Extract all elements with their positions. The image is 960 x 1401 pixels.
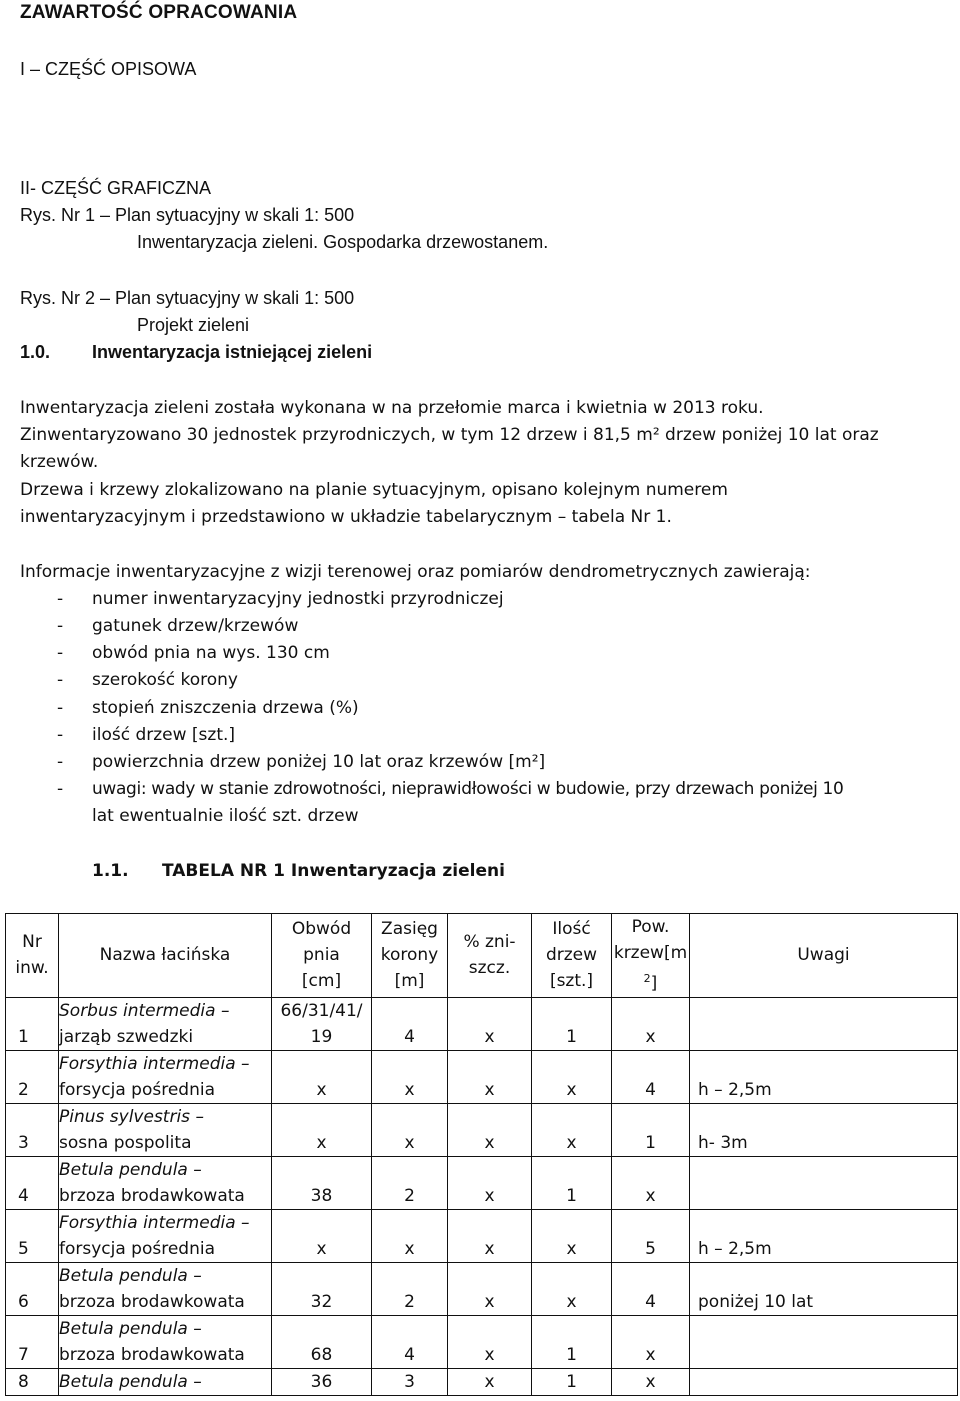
list-item-text: powierzchnia drzew poniżej 10 lat oraz krzewów [m²] xyxy=(92,752,546,772)
cell-species xyxy=(59,1315,272,1368)
cell-damage xyxy=(448,1315,532,1368)
cell-quantity xyxy=(532,1156,612,1209)
cell-area xyxy=(612,1050,690,1103)
cell-circumference xyxy=(272,1262,372,1315)
cell-text: 2 xyxy=(18,1079,29,1100)
cell-text: x xyxy=(484,1026,495,1047)
header-text: inw. xyxy=(15,958,49,979)
list-item-text: stopień zniszczenia drzewa (%) xyxy=(92,698,359,718)
drawing-1-subtitle: Inwentaryzacja zieleni. Gospodarka drzewostanem. xyxy=(137,232,549,252)
cell-text xyxy=(690,1345,698,1365)
list-item-text: numer inwentaryzacyjny jednostki przyrodniczej xyxy=(92,589,504,609)
header-name xyxy=(59,914,272,998)
header-circumference xyxy=(272,914,372,998)
cell-text: x xyxy=(484,1371,495,1392)
header-text: pnia xyxy=(303,945,340,966)
table-row xyxy=(6,1315,958,1368)
cell-text: x xyxy=(645,1026,656,1047)
species-latin: Forsythia intermedia – xyxy=(59,1212,250,1233)
cell-text: 1 xyxy=(18,1026,29,1047)
list-dash: - xyxy=(57,670,64,690)
list-item-text: lat ewentualnie ilość szt. drzew xyxy=(92,806,359,826)
header-text: szcz. xyxy=(468,958,511,979)
cell-text: 19 xyxy=(310,1026,333,1047)
header-text: % zni- xyxy=(463,932,516,953)
cell-text: x xyxy=(566,1238,577,1259)
drawing-1-title: Rys. Nr 1 – Plan sytuacyjny w skali 1: 500 xyxy=(20,205,355,225)
cell-area xyxy=(612,1315,690,1368)
cell-text: 1 xyxy=(566,1344,577,1365)
cell-circumference xyxy=(272,1050,372,1103)
cell-text: 2 xyxy=(404,1185,415,1206)
cell-text: x xyxy=(404,1132,415,1153)
cell-nr xyxy=(6,1050,59,1103)
document-title: ZAWARTOŚĆ OPRACOWANIA xyxy=(20,2,298,23)
cell-text: 2 xyxy=(404,1291,415,1312)
cell-area xyxy=(612,1262,690,1315)
species-polish: brzoza brodawkowata xyxy=(59,1344,245,1365)
cell-crown xyxy=(372,1209,448,1262)
cell-text: x xyxy=(645,1344,656,1365)
cell-circumference xyxy=(272,1368,372,1395)
cell-circumference xyxy=(272,1315,372,1368)
cell-text xyxy=(690,1186,698,1206)
cell-text: 1 xyxy=(566,1185,577,1206)
list-dash: - xyxy=(57,643,64,663)
cell-crown xyxy=(372,1156,448,1209)
cell-crown xyxy=(372,1262,448,1315)
cell-area xyxy=(612,1209,690,1262)
header-text: Obwód xyxy=(291,919,352,940)
header-text: Ilość xyxy=(552,919,591,940)
cell-text: x xyxy=(316,1132,327,1153)
species-latin: Betula pendula – xyxy=(59,1318,202,1339)
cell-nr xyxy=(6,1315,59,1368)
section-number: 1.0. xyxy=(20,342,51,362)
cell-text: h- 3m xyxy=(698,1132,748,1153)
cell-quantity xyxy=(532,1103,612,1156)
table-number: 1.1. xyxy=(92,861,129,881)
species-latin: Betula pendula – xyxy=(59,1265,202,1286)
paragraph-location-line1: Drzewa i krzewy zlokalizowano na planie sytuacyjnym, opisano kolejnym numerem xyxy=(20,480,728,500)
species-polish: brzoza brodawkowata xyxy=(59,1291,245,1312)
cell-species xyxy=(59,1050,272,1103)
list-item-text: obwód pnia na wys. 130 cm xyxy=(92,643,330,663)
header-text: [m] xyxy=(394,971,425,992)
cell-species xyxy=(59,1156,272,1209)
cell-text: x xyxy=(316,1079,327,1100)
cell-area xyxy=(612,1156,690,1209)
header-text: korony xyxy=(380,945,439,966)
header-crown xyxy=(372,914,448,998)
paragraph-date: Inwentaryzacja zieleni została wykonana w na przełomie marca i kwietnia w 2013 roku. xyxy=(20,398,764,418)
drawing-2-subtitle: Projekt zieleni xyxy=(137,315,250,335)
cell-text xyxy=(690,1372,698,1392)
paragraph-count-line1: Zinwentaryzowano 30 jednostek przyrodniczych, w tym 12 drzew i 81,5 m² drzew poniżej 10 lat oraz xyxy=(20,425,879,445)
header-damage xyxy=(448,914,532,998)
cell-text: x xyxy=(316,1238,327,1259)
cell-remarks xyxy=(690,1156,958,1209)
cell-nr xyxy=(6,1209,59,1262)
species-latin: Betula pendula – xyxy=(59,1159,202,1180)
cell-text: 6 xyxy=(18,1291,29,1312)
cell-remarks xyxy=(690,1368,958,1395)
cell-damage xyxy=(448,1050,532,1103)
cell-damage xyxy=(448,997,532,1050)
cell-quantity xyxy=(532,1209,612,1262)
cell-text: x xyxy=(645,1185,656,1206)
paragraph-location-line2: inwentaryzacyjnym i przedstawiono w układzie tabelarycznym – tabela Nr 1. xyxy=(20,507,672,527)
header-text: Nr xyxy=(22,932,42,953)
table-row xyxy=(6,1156,958,1209)
species-polish: jarząb szwedzki xyxy=(59,1026,194,1047)
cell-circumference xyxy=(272,1209,372,1262)
cell-quantity xyxy=(532,1368,612,1395)
cell-text: 4 xyxy=(404,1026,415,1047)
header-text: [cm] xyxy=(301,971,342,992)
header-text: Uwagi xyxy=(797,945,850,966)
list-dash: - xyxy=(57,616,64,636)
cell-damage xyxy=(448,1262,532,1315)
cell-text: 1 xyxy=(645,1132,656,1153)
part-descriptive: I – CZĘŚĆ OPISOWA xyxy=(20,59,197,79)
list-dash: - xyxy=(57,698,64,718)
species-polish: brzoza brodawkowata xyxy=(59,1185,245,1206)
cell-text: 3 xyxy=(404,1371,415,1392)
cell-text: x xyxy=(484,1344,495,1365)
list-item-text: ilość drzew [szt.] xyxy=(92,725,236,745)
header-text: [szt.] xyxy=(549,971,594,992)
header-text: drzew xyxy=(545,945,598,966)
cell-text: 5 xyxy=(18,1238,29,1259)
cell-species xyxy=(59,1368,272,1395)
species-polish: forsycja pośrednia xyxy=(59,1079,216,1100)
cell-text: x xyxy=(566,1291,577,1312)
species-latin: Forsythia intermedia – xyxy=(59,1053,250,1074)
cell-text: 1 xyxy=(566,1371,577,1392)
cell-crown xyxy=(372,1103,448,1156)
cell-area xyxy=(612,997,690,1050)
table-row xyxy=(6,1262,958,1315)
part-graphic: II- CZĘŚĆ GRAFICZNA xyxy=(20,178,212,198)
cell-text: 5 xyxy=(645,1238,656,1259)
drawing-2-title: Rys. Nr 2 – Plan sytuacyjny w skali 1: 500 xyxy=(20,288,355,308)
header-text: Pow. xyxy=(631,917,670,937)
section-title: Inwentaryzacja istniejącej zieleni xyxy=(92,342,373,362)
cell-text: 38 xyxy=(310,1185,333,1206)
cell-nr xyxy=(6,1262,59,1315)
header-quantity xyxy=(532,914,612,998)
cell-text: 7 xyxy=(18,1344,29,1365)
cell-species xyxy=(59,1103,272,1156)
cell-text: h – 2,5m xyxy=(698,1079,772,1100)
cell-text: poniżej 10 lat xyxy=(698,1291,814,1312)
cell-remarks xyxy=(690,1050,958,1103)
cell-damage xyxy=(448,1368,532,1395)
cell-quantity xyxy=(532,1262,612,1315)
table-row xyxy=(6,1368,958,1395)
table-row xyxy=(6,1209,958,1262)
cell-text xyxy=(690,1027,698,1047)
cell-quantity xyxy=(532,1315,612,1368)
cell-species xyxy=(59,997,272,1050)
cell-species xyxy=(59,1262,272,1315)
cell-text: x xyxy=(484,1238,495,1259)
cell-nr xyxy=(6,1103,59,1156)
cell-text: 4 xyxy=(645,1079,656,1100)
paragraph-count-line2: krzewów. xyxy=(20,452,99,472)
cell-text: 8 xyxy=(18,1371,29,1392)
list-dash: - xyxy=(57,779,64,799)
species-latin: Pinus sylvestris – xyxy=(59,1106,204,1127)
header-nr xyxy=(6,914,59,998)
header-area xyxy=(612,914,690,998)
cell-species xyxy=(59,1209,272,1262)
cell-text: 3 xyxy=(18,1132,29,1153)
cell-text: x xyxy=(566,1079,577,1100)
cell-remarks xyxy=(690,1315,958,1368)
list-dash: - xyxy=(57,752,64,772)
header-text: Nazwa łacińska xyxy=(99,945,231,966)
cell-text: x xyxy=(404,1238,415,1259)
cell-damage xyxy=(448,1209,532,1262)
cell-remarks xyxy=(690,1209,958,1262)
species-polish: forsycja pośrednia xyxy=(59,1238,216,1259)
species-latin: Betula pendula – xyxy=(59,1371,202,1392)
table-title: TABELA NR 1 Inwentaryzacja zieleni xyxy=(162,861,505,881)
table-row xyxy=(6,997,958,1050)
cell-area xyxy=(612,1368,690,1395)
cell-nr xyxy=(6,1156,59,1209)
header-text: Zasięg xyxy=(381,919,438,940)
cell-text: x xyxy=(645,1371,656,1392)
header-remarks xyxy=(690,914,958,998)
cell-crown xyxy=(372,1368,448,1395)
cell-crown xyxy=(372,1050,448,1103)
cell-text: 68 xyxy=(310,1344,333,1365)
list-dash: - xyxy=(57,589,64,609)
cell-damage xyxy=(448,1103,532,1156)
cell-text: x xyxy=(484,1079,495,1100)
cell-text: x xyxy=(566,1132,577,1153)
cell-text: 32 xyxy=(310,1291,333,1312)
cell-text: x xyxy=(484,1291,495,1312)
list-item-text: szerokość korony xyxy=(92,670,238,690)
cell-text: h – 2,5m xyxy=(698,1238,772,1259)
table-row xyxy=(6,1103,958,1156)
paragraph-info: Informacje inwentaryzacyjne z wizji terenowej oraz pomiarów dendrometrycznych zawierają: xyxy=(20,562,811,582)
cell-quantity xyxy=(532,997,612,1050)
cell-circumference xyxy=(272,1103,372,1156)
cell-remarks xyxy=(690,997,958,1050)
cell-area xyxy=(612,1103,690,1156)
list-dash: - xyxy=(57,725,64,745)
cell-text: 4 xyxy=(645,1291,656,1312)
header-text: ] xyxy=(650,973,658,994)
cell-text: x xyxy=(484,1132,495,1153)
list-item-text: gatunek drzew/krzewów xyxy=(92,616,299,636)
header-text: 2 xyxy=(643,972,651,985)
cell-damage xyxy=(448,1156,532,1209)
circumference-extra: 66/31/41/ xyxy=(280,1000,363,1021)
cell-crown xyxy=(372,1315,448,1368)
cell-text: 4 xyxy=(18,1185,29,1206)
cell-text: 36 xyxy=(310,1371,333,1392)
cell-remarks xyxy=(690,1103,958,1156)
cell-circumference xyxy=(272,997,372,1050)
cell-remarks xyxy=(690,1262,958,1315)
table-row xyxy=(6,1050,958,1103)
table-header-row xyxy=(6,914,958,998)
cell-text: 4 xyxy=(404,1344,415,1365)
cell-text: 1 xyxy=(566,1026,577,1047)
header-text: krzew[m xyxy=(613,943,688,963)
cell-circumference xyxy=(272,1156,372,1209)
cell-text: x xyxy=(484,1185,495,1206)
species-polish: sosna pospolita xyxy=(59,1132,192,1153)
cell-quantity xyxy=(532,1050,612,1103)
list-item-text: uwagi: wady w stanie zdrowotności, nieprawidłowości w budowie, przy drzewach poniżej 10 xyxy=(92,779,844,799)
cell-nr xyxy=(6,997,59,1050)
species-latin: Sorbus intermedia – xyxy=(59,1000,230,1021)
cell-text: x xyxy=(404,1079,415,1100)
inventory-table xyxy=(5,913,958,1396)
cell-crown xyxy=(372,997,448,1050)
